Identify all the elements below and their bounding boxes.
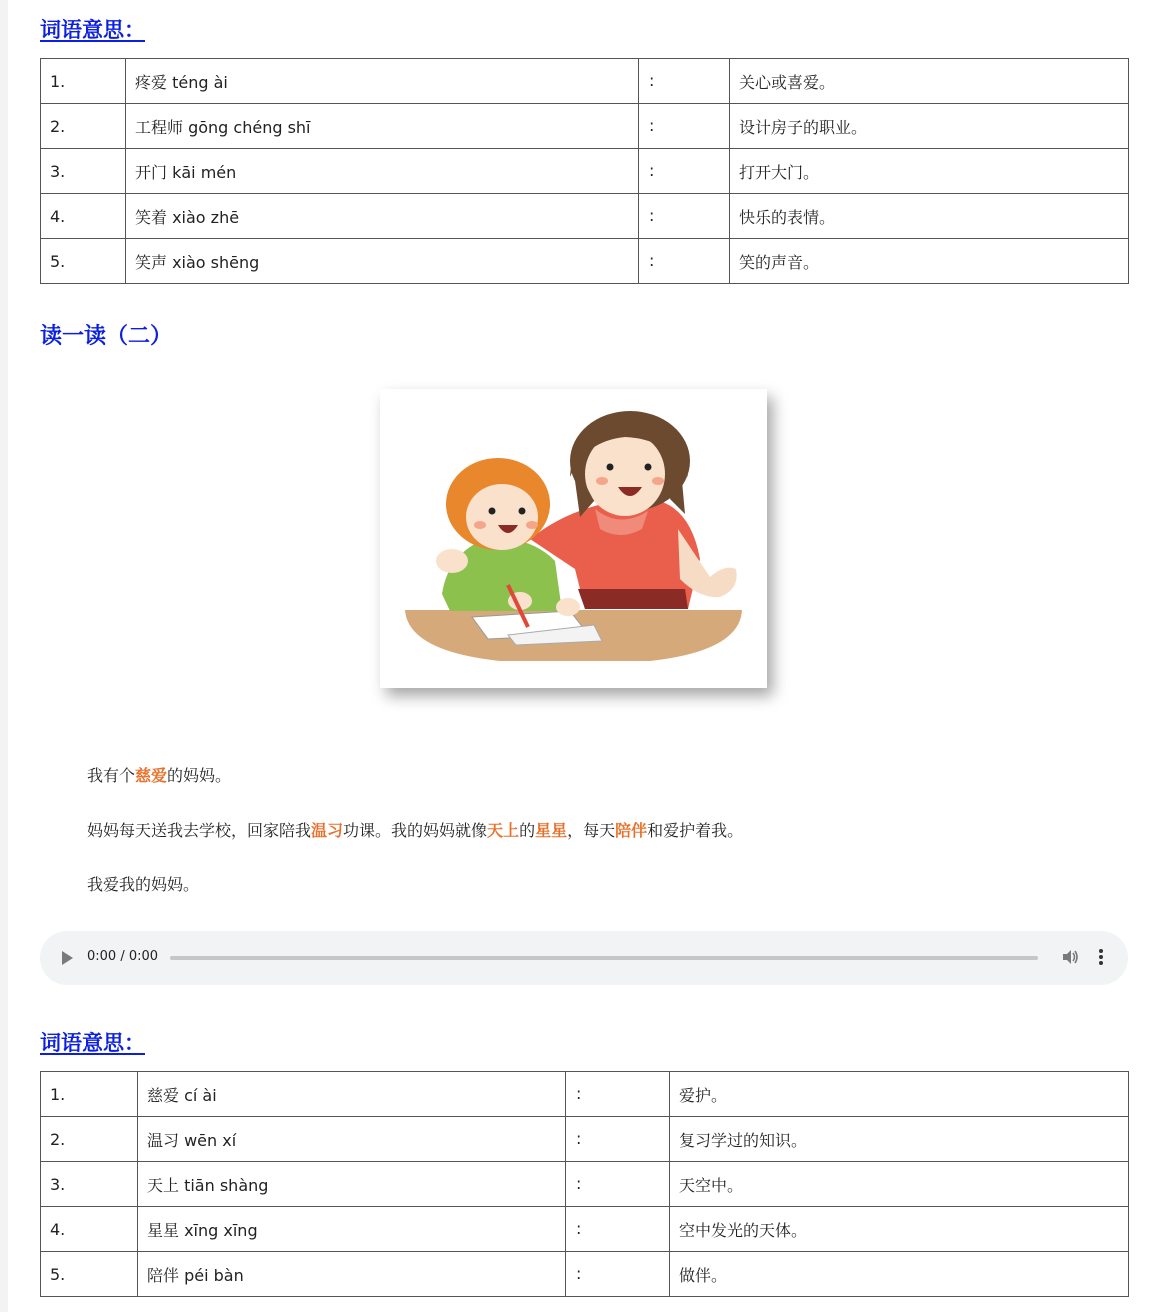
text-run: 功课。我的妈妈就像 <box>343 821 488 840</box>
play-icon[interactable] <box>62 951 73 965</box>
vocab-word: 天上 tiān shàng <box>138 1162 566 1207</box>
highlighted-word: 慈爱 <box>135 766 168 785</box>
vocab-meaning: 空中发光的天体。 <box>670 1207 1129 1252</box>
story-paragraph-3: 我爱我的妈妈。 <box>87 875 200 894</box>
row-number: 4. <box>41 1207 138 1252</box>
vocab-meaning: 关心或喜爱。 <box>730 59 1129 104</box>
vocab-meaning: 爱护。 <box>670 1072 1129 1117</box>
vocab-meaning: 笑的声音。 <box>730 239 1129 284</box>
row-number: 2. <box>41 104 126 149</box>
table-row <box>41 1252 1129 1297</box>
vocab-heading-1[interactable]: 词语意思： <box>40 18 145 42</box>
colon-cell: : <box>639 239 730 284</box>
colon-cell: : <box>639 104 730 149</box>
text-run: 我有个 <box>87 766 136 785</box>
vocab-word: 笑着 xiào zhē <box>126 194 639 239</box>
more-options-icon[interactable] <box>1098 949 1104 967</box>
colon-cell: : <box>566 1162 670 1207</box>
text-run: 妈妈每天送我去学校，回家陪我 <box>87 821 312 840</box>
left-margin-bar <box>0 0 8 1312</box>
vocab-word: 笑声 xiào shēng <box>126 239 639 284</box>
row-number: 3. <box>41 1162 138 1207</box>
vocab-meaning: 复习学过的知识。 <box>670 1117 1129 1162</box>
vocab-word: 陪伴 péi bàn <box>138 1252 566 1297</box>
story-paragraph-1 <box>87 765 231 787</box>
vocab-word: 慈爱 cí ài <box>138 1072 566 1117</box>
audio-time: 0:00 / 0:00 <box>87 949 159 964</box>
highlighted-word: 温习 <box>311 821 344 840</box>
colon-cell: : <box>639 194 730 239</box>
row-number: 1. <box>41 59 126 104</box>
vocab-word: 工程师 gōng chéng shī <box>126 104 639 149</box>
text-run: 和爱护着我。 <box>647 821 744 840</box>
audio-player <box>40 931 1128 985</box>
reading-heading: 读一读（二） <box>40 324 173 349</box>
story-paragraph-2 <box>87 820 743 842</box>
table-row <box>41 104 1129 149</box>
vocab-word: 疼爱 téng ài <box>126 59 639 104</box>
colon-cell: : <box>639 59 730 104</box>
vocab-word: 温习 wēn xí <box>138 1117 566 1162</box>
highlighted-word: 天上 <box>487 821 520 840</box>
audio-progress-bar[interactable] <box>170 956 1038 960</box>
colon-cell: : <box>639 149 730 194</box>
text-run: 的妈妈。 <box>167 766 232 785</box>
vocab-meaning: 设计房子的职业。 <box>730 104 1129 149</box>
table-row <box>41 194 1129 239</box>
vocab-word: 星星 xīng xīng <box>138 1207 566 1252</box>
vocab-meaning: 做伴。 <box>670 1252 1129 1297</box>
highlighted-word: 陪伴 <box>615 821 648 840</box>
vocab-heading-2[interactable]: 词语意思： <box>40 1031 145 1055</box>
table-row <box>41 59 1129 104</box>
row-number: 2. <box>41 1117 138 1162</box>
colon-cell: : <box>566 1117 670 1162</box>
colon-cell: : <box>566 1252 670 1297</box>
row-number: 5. <box>41 239 126 284</box>
vocab-word: 开门 kāi mén <box>126 149 639 194</box>
text-run: 的 <box>519 821 536 840</box>
vocab-table-2 <box>40 1071 1129 1297</box>
highlighted-word: 星星 <box>535 821 568 840</box>
row-number: 4. <box>41 194 126 239</box>
colon-cell: : <box>566 1072 670 1117</box>
colon-cell: : <box>566 1207 670 1252</box>
vocab-meaning: 快乐的表情。 <box>730 194 1129 239</box>
row-number: 5. <box>41 1252 138 1297</box>
vocab-meaning: 天空中。 <box>670 1162 1129 1207</box>
table-row <box>41 1072 1129 1117</box>
table-row <box>41 1117 1129 1162</box>
text-run: ，每天 <box>567 821 616 840</box>
illustration-svg <box>380 389 767 688</box>
table-row <box>41 149 1129 194</box>
table-row <box>41 1207 1129 1252</box>
row-number: 3. <box>41 149 126 194</box>
vocab-meaning: 打开大门。 <box>730 149 1129 194</box>
mother-child-illustration <box>380 389 767 688</box>
vocab-table-1 <box>40 58 1129 284</box>
table-row <box>41 1162 1129 1207</box>
table-row <box>41 239 1129 284</box>
volume-icon[interactable] <box>1061 948 1079 966</box>
row-number: 1. <box>41 1072 138 1117</box>
